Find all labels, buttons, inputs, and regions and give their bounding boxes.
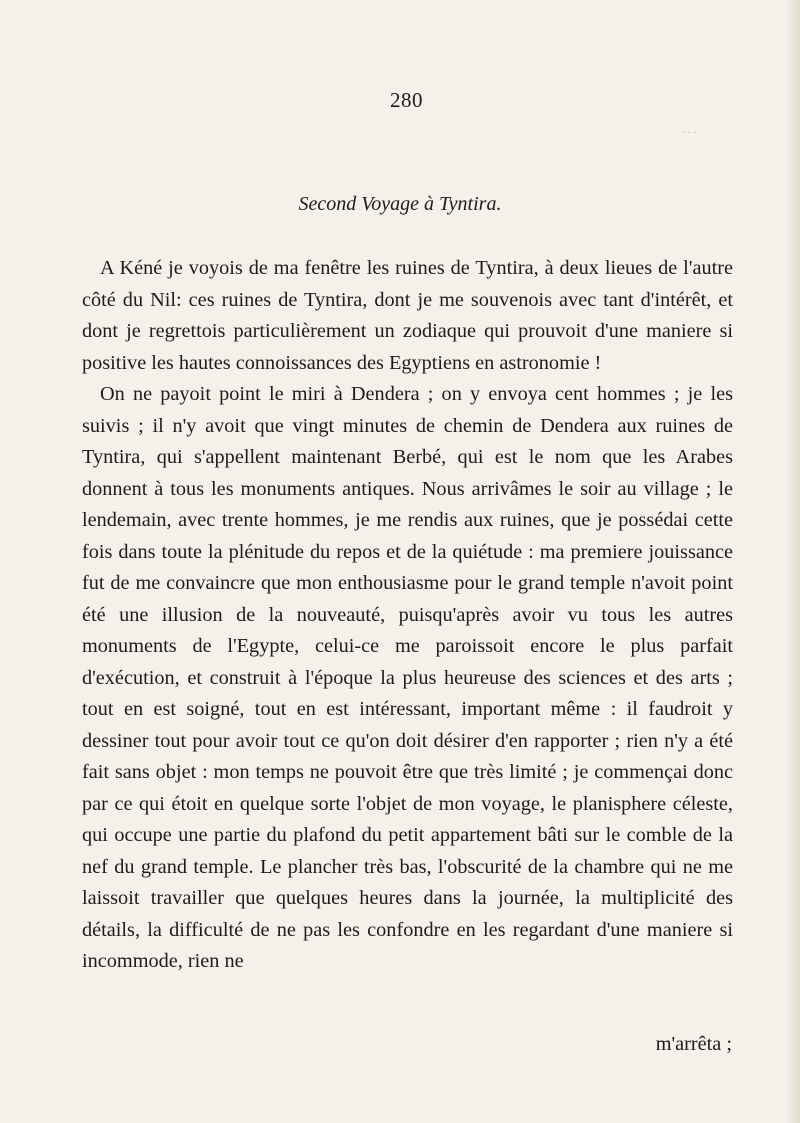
page-number: 280 bbox=[390, 88, 423, 112]
margin-mark: ·· · bbox=[683, 127, 697, 139]
page-edge-shading bbox=[786, 0, 800, 1123]
catchword: m'arrêta ; bbox=[655, 1033, 732, 1055]
body-text bbox=[82, 253, 733, 978]
paragraph-1: A Kéné je voyois de ma fenêtre les ruines de Tyntira, à deux lieues de l'autre côté du Nil: ces ruines de Tyntira, dont je me souvenois avec tant d'intérêt, et dont je regrettois particulièrement un zodiaque qui prouvoit d'une maniere si positive les hautes connoissances des Egyptiens en astronomie ! bbox=[82, 257, 733, 374]
paragraph-2: On ne payoit point le miri à Dendera ; on y envoya cent hommes ; je les suivis ; il n'y avoit que vingt minutes de chemin de Dendera aux ruines de Tyntira, qui s'appellent maintenant Berbé, qui est le nom que les Arabes donnent à tous les monuments antiques. Nous arrivâmes le soir au village ; le lendemain, avec trente hommes, je me rendis aux ruines, que je possédai cette fois dans toute la plénitude du repos et de la quiétude : ma premiere jouissance fut de me convaincre que mon enthousiasme pour le grand temple n'avoit point été une illusion de la nouveauté, puisqu'après avoir vu tous les autres monuments de l'Egypte, celui-ce me paroissoit encore le plus parfait d'exécution, et construit à l'époque la plus heureuse des sciences et des arts ; tout en est soigné, tout en est intéressant, important même : il faudroit y dessiner tout pour avoir tout ce qu'on doit désirer d'en rapporter ; rien n'y a été fait sans objet : mon temps ne pouvoit être que très limité ; je commençai donc par ce qui étoit en quelque sorte l'objet de mon voyage, le planisphere céleste, qui occupe une partie du plafond du petit appartement bâti sur le comble de la nef du grand temple. Le plancher très bas, l'obscurité de la chambre qui ne me laissoit travailler que quelques heures dans la journée, la multiplicité des détails, la difficulté de ne pas les confondre en les regardant d'une maniere si incommode, rien ne bbox=[82, 383, 733, 972]
section-heading: Second Voyage à Tyntira. bbox=[298, 193, 502, 215]
